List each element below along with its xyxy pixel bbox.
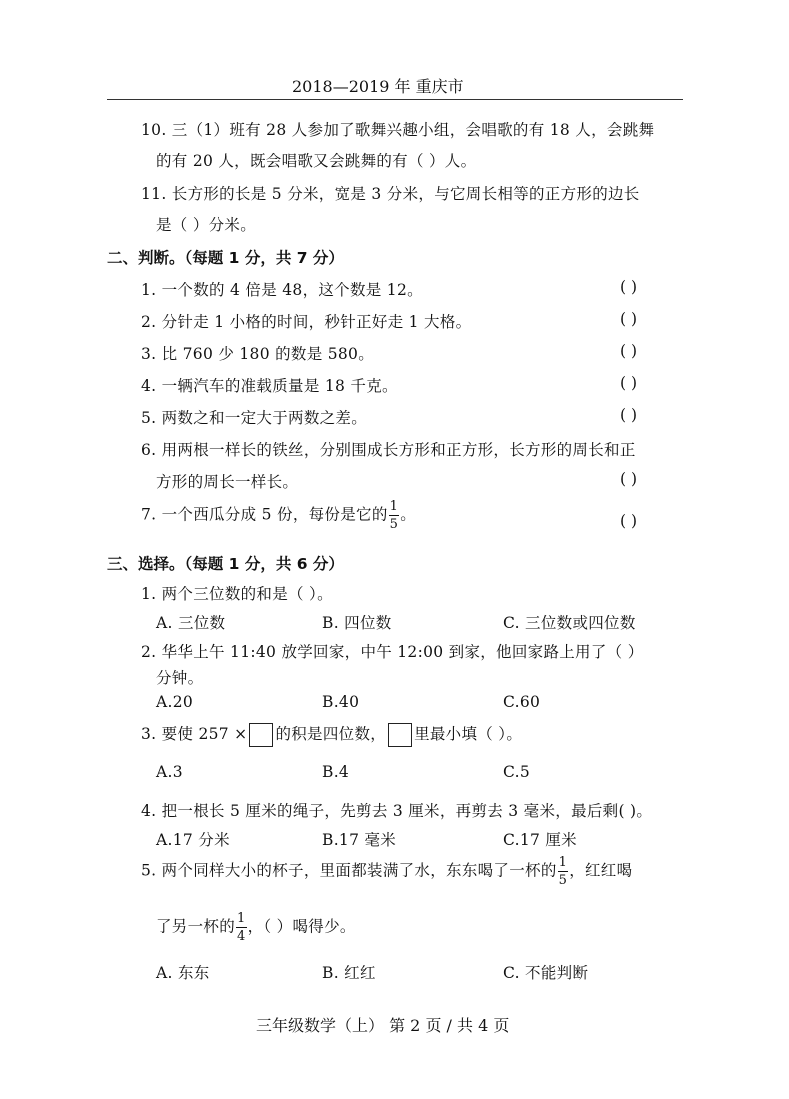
judge-q5: 5. 两数之和一定大于两数之差。 [141,409,368,427]
choice-q5-line2-post: ，（ ）喝得少。 [247,917,356,936]
choice-q2-line1: 2. 华华上午 11:40 放学回家，中午 12:00 到家，他回家路上用了（ ） [141,643,644,661]
page-footer: 三年级数学（上） 第 2 页 / 共 4 页 [256,1016,510,1035]
header-rule [107,99,683,100]
judge-q6-answer[interactable]: ( ) [620,470,638,488]
judge-q2: 2. 分针走 1 小格的时间，秒针正好走 1 大格。 [141,313,472,331]
judge-q1: 1. 一个数的 4 倍是 48，这个数是 12。 [141,281,423,299]
judge-q7-text: 7. 一个西瓜分成 5 份，每份是它的 [141,505,388,524]
choice-q5-line2 [156,912,356,943]
choice-q2-option-a[interactable]: A.20 [156,693,194,711]
judge-q6-line1: 6. 用两根一样长的铁丝，分别围成长方形和正方形，长方形的周长和正 [141,441,636,459]
choice-q5-option-a[interactable]: A. 东东 [156,964,210,982]
fraction-one-fifth [389,500,400,531]
judge-q7-answer[interactable]: ( ) [620,512,638,530]
judge-q6-line2: 方形的周长一样长。 [156,473,299,491]
q11-line2: 是（ ）分米。 [156,216,257,234]
choice-q2-line2: 分钟。 [156,669,204,687]
fraction-one-fifth [558,856,569,887]
choice-q5-line1 [141,856,632,887]
fraction-denominator: 5 [558,873,568,888]
judge-q2-answer[interactable]: ( ) [620,310,638,328]
judge-q7-end: 。 [400,505,417,524]
judge-q7 [141,500,416,531]
blank-box[interactable] [388,723,412,747]
choice-q2-option-b[interactable]: B.40 [322,693,360,711]
choice-section-heading: 三、选择。（每题 1 分，共 6 分） [107,555,344,573]
fraction-numerator: 1 [237,911,246,926]
page-header-title: 2018—2019 年 重庆市 [292,77,464,96]
choice-q3-option-b[interactable]: B.4 [322,763,350,781]
choice-q4-option-c[interactable]: C.17 厘米 [503,831,577,849]
choice-q1-option-c[interactable]: C. 三位数或四位数 [503,614,636,632]
choice-q1-option-a[interactable]: A. 三位数 [156,614,226,632]
judge-q3-answer[interactable]: ( ) [620,342,638,360]
judge-section-heading: 二、判断。（每题 1 分，共 7 分） [107,249,344,267]
choice-q5-line2-pre: 了另一杯的 [156,917,236,936]
choice-q3-text-pre: 3. 要使 257 × [141,725,248,743]
fraction-denominator: 5 [389,517,399,532]
choice-q5-text-post: ，红红喝 [569,861,633,880]
choice-q3-option-c[interactable]: C.5 [503,763,530,781]
choice-q3 [141,722,522,747]
choice-q1-option-b[interactable]: B. 四位数 [322,614,392,632]
choice-q1: 1. 两个三位数的和是（ ）。 [141,585,333,603]
judge-q5-answer[interactable]: ( ) [620,406,638,424]
choice-q3-text-post: 里最小填（ ）。 [414,725,523,743]
choice-q5-option-c[interactable]: C. 不能判断 [503,964,589,982]
fraction-numerator: 1 [389,499,399,514]
choice-q5-option-b[interactable]: B. 红红 [322,964,376,982]
judge-q4-answer[interactable]: ( ) [620,374,638,392]
choice-q2-option-c[interactable]: C.60 [503,693,541,711]
choice-q3-option-a[interactable]: A.3 [156,763,183,781]
blank-box[interactable] [249,723,273,747]
judge-q3: 3. 比 760 少 180 的数是 580。 [141,345,375,363]
choice-q4: 4. 把一根长 5 厘米的绳子，先剪去 3 厘米，再剪去 3 毫米，最后剩( )。 [141,802,653,820]
q10-line1: 10. 三（1）班有 28 人参加了歌舞兴趣小组，会唱歌的有 18 人，会跳舞 [141,121,655,139]
choice-q5-text-pre: 5. 两个同样大小的杯子，里面都装满了水，东东喝了一杯的 [141,861,557,880]
fraction-denominator: 4 [237,929,246,944]
judge-q4: 4. 一辆汽车的准载质量是 18 千克。 [141,377,398,395]
fraction-one-fourth [236,912,247,943]
choice-q3-text-mid: 的积是四位数， [275,725,387,743]
judge-q1-answer[interactable]: ( ) [620,278,638,296]
fraction-numerator: 1 [558,855,568,870]
choice-q4-option-b[interactable]: B.17 毫米 [322,831,397,849]
q11-line1: 11. 长方形的长是 5 分米，宽是 3 分米，与它周长相等的正方形的边长 [141,185,640,203]
choice-q4-option-a[interactable]: A.17 分米 [156,831,230,849]
q10-line2: 的有 20 人，既会唱歌又会跳舞的有（ ）人。 [156,152,477,170]
